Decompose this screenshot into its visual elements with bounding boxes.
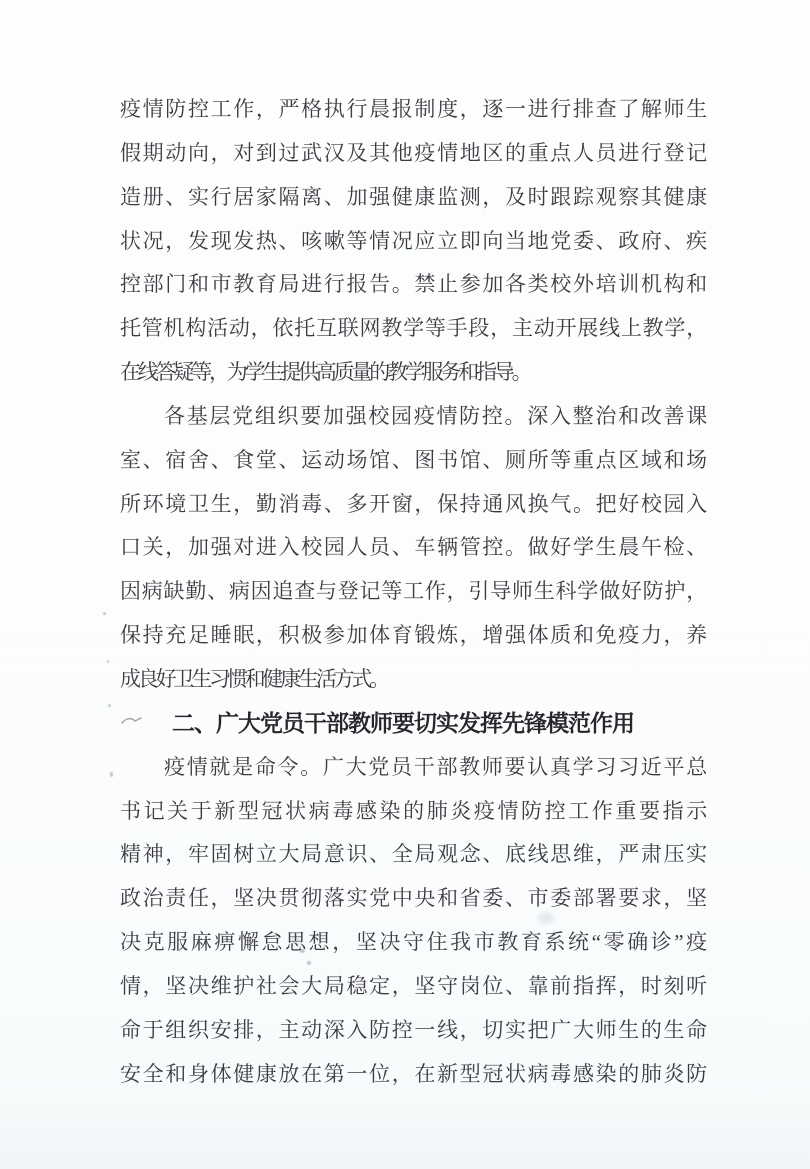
text-line: 托管机构活动，依托互联网教学等手段，主动开展线上教学， (120, 316, 704, 341)
text-line: 书记关于新型冠状病毒感染的肺炎疫情防控工作重要指示 (120, 798, 704, 823)
text-line: 各基层党组织要加强校园疫情防控。深入整治和改善课 (164, 403, 704, 428)
text-line: 造册、实行居家隔离、加强健康监测，及时跟踪观察其健康 (120, 184, 704, 209)
scan-speck (103, 612, 106, 615)
text-line: 保持充足睡眠，积极参加体育锻炼，增强体质和免疫力，养 (120, 623, 704, 648)
text-line: 所环境卫生，勤消毒、多开窗，保持通风换气。把好校园入 (120, 491, 704, 516)
scan-speck (108, 704, 111, 707)
text-line: 室、宿舍、食堂、运动场馆、图书馆、厕所等重点区域和场 (120, 447, 704, 472)
scan-smudge (538, 912, 554, 924)
text-line: 假期动向，对到过武汉及其他疫情地区的重点人员进行登记 (120, 140, 704, 165)
text-line: 在线答疑等，为学生提供高质量的教学服务和指导。 (120, 360, 530, 385)
scan-speck (300, 949, 305, 953)
scan-speck (307, 961, 311, 965)
text-line: 口关，加强对进入校园人员、车辆管控。做好学生晨午检、 (120, 535, 704, 560)
text-line: 命于组织安排，主动深入防控一线，切实把广大师生的生命 (120, 1017, 704, 1042)
text-line: 状况，发现发热、咳嗽等情况应立即向当地党委、政府、疾 (120, 228, 704, 253)
text-line: 决克服麻痹懈怠思想，坚决守住我市教育系统“零确诊”疫 (120, 930, 704, 955)
text-line: 政治责任，坚决贯彻落实党中央和省委、市委部署要求，坚 (120, 886, 704, 911)
scan-smudge (290, 935, 302, 945)
scan-speck (107, 660, 109, 663)
text-line: 精神，牢固树立大局意识、全局观念、底线思维，严肃压实 (120, 842, 704, 867)
text-line: 成良好卫生习惯和健康生活方式。 (120, 666, 387, 691)
document-body (120, 88, 704, 1096)
section-heading: 二、广大党员干部教师要切实发挥先锋模范作用 (172, 709, 634, 736)
text-line: 情，坚决维护社会大局稳定，坚守岗位、靠前指挥，时刻听 (120, 973, 704, 998)
text-line: 疫情防控工作，严格执行晨报制度，逐一进行排查了解师生 (120, 97, 704, 121)
text-line: 疫情就是命令。广大党员干部教师要认真学习习近平总 (164, 754, 704, 779)
scan-speck (110, 772, 113, 777)
text-line: 安全和身体健康放在第一位，在新型冠状病毒感染的肺炎防 (120, 1061, 704, 1086)
pen-mark (120, 712, 150, 728)
text-line: 因病缺勤、病因追查与登记等工作，引导师生科学做好防护， (120, 579, 704, 604)
text-line: 控部门和市教育局进行报告。禁止参加各类校外培训机构和 (120, 272, 704, 297)
